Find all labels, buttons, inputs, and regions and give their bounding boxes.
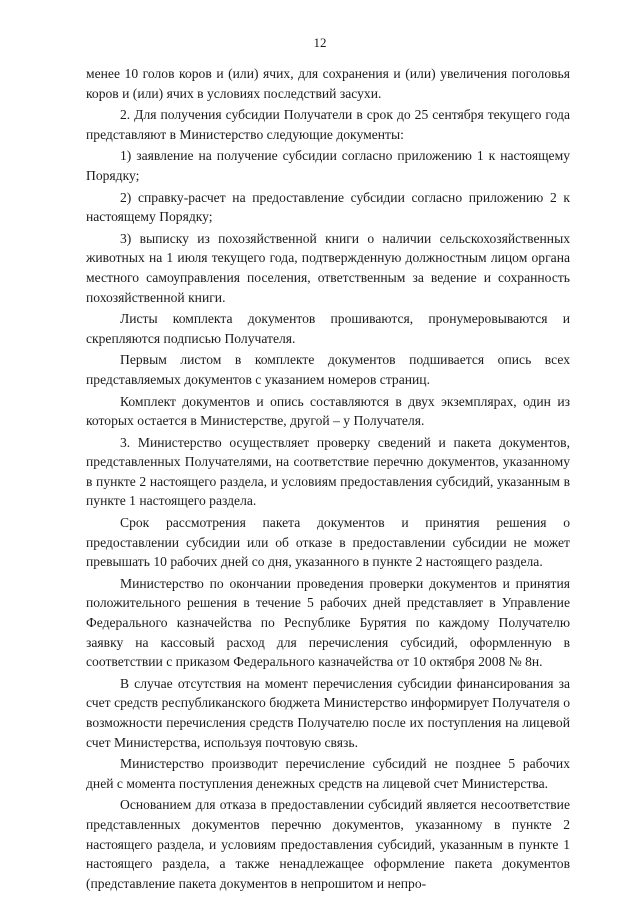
page-number: 12: [313, 35, 327, 50]
paragraph-list-item-2: 2) справку-расчет на предоставление субсидии согласно приложению 2 к настоящему Порядку;: [86, 189, 570, 225]
paragraph-no-funding: В случае отсутствия на момент перечисления субсидии финансирования за счет средств республиканского бюджета Министерство информирует Получателя о возможности перечисления средств Получателю после их поступления на лицевой счет Министерства, используя почтовую связь.: [86, 675, 570, 750]
document-body: [86, 64, 570, 895]
paragraph-item-2: 2. Для получения субсидии Получатели в срок до 25 сентября текущего года представляют в Министерство следующие документы:: [86, 107, 570, 142]
paragraph-treasury-request: Министерство по окончании проведения проверки документов и принятия положительного решения в течение 5 рабочих дней представляет в Управление Федерального казначейства по Республике Бурятия по каждому Получателю заявку на кассовый расход для перечисления субсидий, оформленную в соответствии с приказом Федерального казначейства от 10 октября 2008 № 8н.: [86, 575, 570, 670]
paragraph-first-sheet: Первым листом в комплекте документов подшивается опись всех представляемых документов с указанием номеров страниц.: [86, 352, 570, 387]
paragraph-binding-rules: Листы комплекта документов прошиваются, пронумеровываются и скрепляются подписью Получателя.: [86, 311, 570, 346]
paragraph-refusal-grounds: Основанием для отказа в предоставлении субсидий является несоответствие представленных документов перечню документов, указанному в пункте 2 настоящего раздела, и условиям предоставления субсидий, указанным в пункте 1 настоящего раздела, а также ненадлежащее оформление пакета документов (представление пакета документов в непрошитом и непро-: [86, 797, 570, 891]
paragraph-review-term: Срок рассмотрения пакета документов и принятия решения о предоставлении субсидии или об отказе в предоставлении субсидии не может превышать 10 рабочих дней со дня, указанного в пункте 2 настоящего раздела.: [86, 515, 570, 570]
paragraph-list-item-1: 1) заявление на получение субсидии согласно приложению 1 к настоящему Порядку;: [86, 148, 570, 183]
paragraph-list-item-3: 3) выписку из похозяйственной книги о наличии сельскохозяйственных животных на 1 июля текущего года, подтвержденную должностным лицом органа местного самоуправления поселения, ответственным за ведение и сохранность похозяйственной книги.: [86, 230, 570, 305]
paragraph-transfer-term: Министерство производит перечисление субсидий не позднее 5 рабочих дней с момента поступления денежных средств на лицевой счет Министерства.: [86, 756, 570, 791]
paragraph-copies: Комплект документов и опись составляются в двух экземплярах, один из которых остается в Министерстве, другой – у Получателя.: [86, 393, 570, 429]
paragraph-item-3: 3. Министерство осуществляет проверку сведений и пакета документов, представленных Получателями, на соответствие перечню документов, указанному в пункте 2 настоящего раздела, и условиям предоставления субсидий, указанным в пункте 1 настоящего раздела.: [86, 434, 570, 509]
paragraph-continuation: менее 10 голов коров и (или) ячих, для сохранения и (или) увеличения поголовья коров и (или) ячих в условиях последствий засухи.: [86, 66, 570, 101]
